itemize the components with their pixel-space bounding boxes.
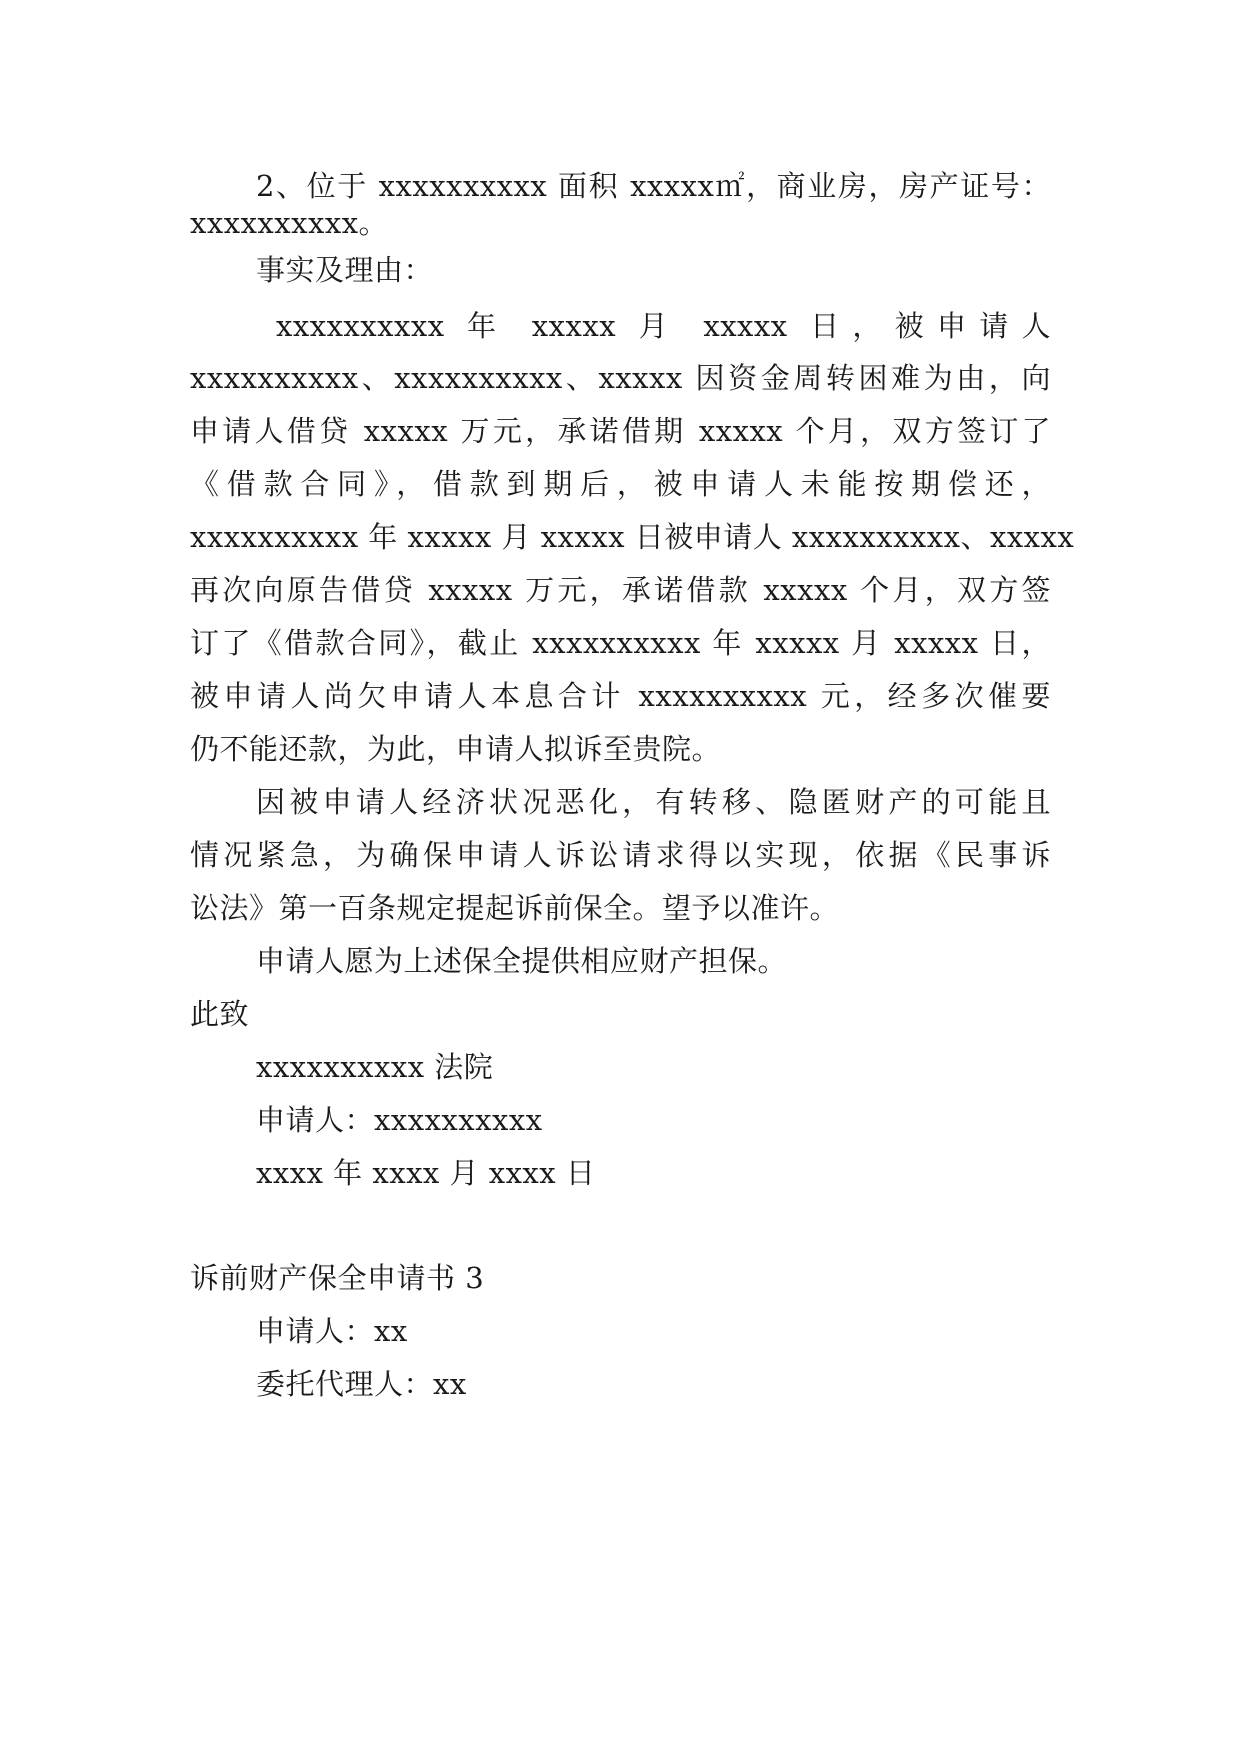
property-cert-number: xxxxxxxxxx。 [190,206,389,240]
recipient-court: xxxxxxxxxx 法院 [256,1050,494,1084]
reason-paragraph-line: 因被申请人经济状况恶化，有转移、隐匿财产的可能且 [256,785,1051,819]
section-title: 诉前财产保全申请书 3 [190,1261,485,1295]
facts-paragraph-line: 被申请人尚欠申请人本息合计 xxxxxxxxxx 元，经多次催要 [190,679,1051,713]
signature-date: xxxx 年 xxxx 月 xxxx 日 [256,1156,596,1190]
guarantee-statement: 申请人愿为上述保全提供相应财产担保。 [256,944,788,978]
facts-paragraph-line: xxxxxxxxxx 年 xxxxx 月 xxxxx 日，被申请人 [276,309,1051,343]
reason-paragraph-line: 情况紧急，为确保申请人诉讼请求得以实现，依据《民事诉 [190,838,1051,872]
applicant-field: 申请人：xx [256,1314,408,1348]
facts-paragraph-line: 订了《借款合同》，截止 xxxxxxxxxx 年 xxxxx 月 xxxxx 日， [190,626,1051,660]
reason-paragraph-line: 讼法》第一百条规定提起诉前保全。望予以准许。 [190,891,840,925]
facts-paragraph-line: 再次向原告借贷 xxxxx 万元，承诺借款 xxxxx 个月，双方签 [190,573,1051,607]
facts-paragraph-line: 申请人借贷 xxxxx 万元，承诺借期 xxxxx 个月，双方签订了 [190,414,1051,448]
applicant-signature: 申请人：xxxxxxxxxx [256,1103,543,1137]
facts-paragraph-line: xxxxxxxxxx 年 xxxxx 月 xxxxx 日被申请人 xxxxxxxxxx、xxxxx [190,520,1075,554]
facts-paragraph-line: xxxxxxxxxx、xxxxxxxxxx、xxxxx 因资金周转困难为由，向 [190,361,1051,395]
facts-paragraph-line: 《借款合同》，借款到期后，被申请人未能按期偿还， [190,467,1051,501]
agent-field: 委托代理人：xx [256,1367,467,1401]
property-item-2: 2、位于 xxxxxxxxxx 面积 xxxxx㎡，商业房，房产证号： [256,169,1051,203]
facts-heading: 事实及理由： [256,253,434,287]
salutation: 此致 [190,997,250,1031]
facts-paragraph-line: 仍不能还款，为此，申请人拟诉至贵院。 [190,732,722,766]
